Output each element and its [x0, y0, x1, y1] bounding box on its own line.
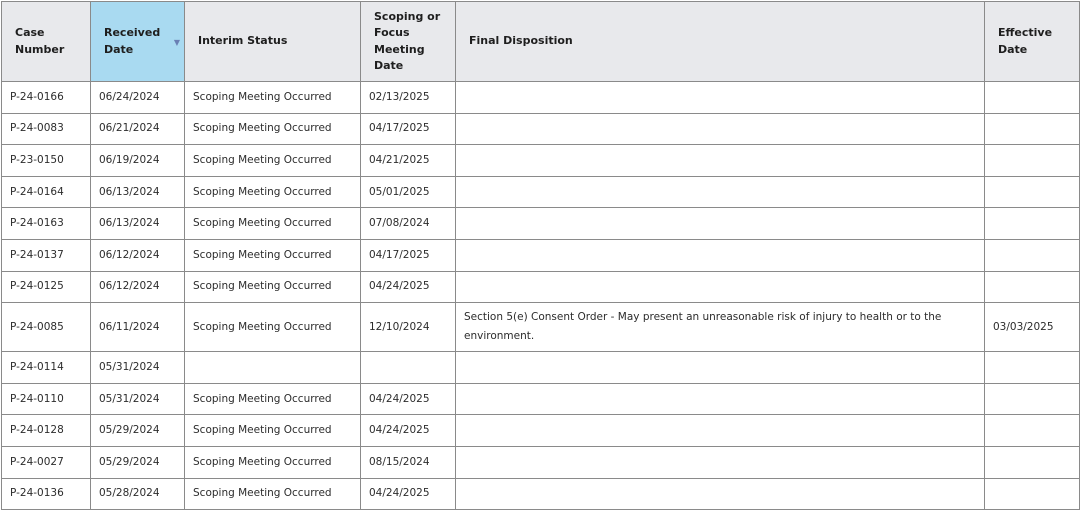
table-row [2, 271, 1080, 303]
table-row [2, 113, 1080, 145]
case-number-cell: P-24-0085 [2, 303, 91, 352]
table-row [2, 352, 1080, 384]
final-disposition-cell [456, 271, 985, 303]
effective-date-cell [985, 208, 1080, 240]
meeting-date-cell: 08/15/2024 [361, 446, 456, 478]
interim-status-cell: Scoping Meeting Occurred [185, 145, 361, 177]
case-number-cell: P-24-0125 [2, 271, 91, 303]
received-date-cell: 05/31/2024 [91, 352, 185, 384]
received-date-cell: 06/19/2024 [91, 145, 185, 177]
meeting-date-cell: 04/24/2025 [361, 271, 456, 303]
interim-status-cell: Scoping Meeting Occurred [185, 176, 361, 208]
case-number-cell: P-24-0027 [2, 446, 91, 478]
received-date-cell: 05/28/2024 [91, 478, 185, 510]
final-disposition-text: Section 5(e) Consent Order - May present an unreasonable risk of injury to health or to the environment. [464, 311, 942, 343]
interim-status-cell: Scoping Meeting Occurred [185, 478, 361, 510]
interim-status-cell: Scoping Meeting Occurred [185, 239, 361, 271]
meeting-date-cell: 04/21/2025 [361, 145, 456, 177]
effective-date-cell [985, 239, 1080, 271]
table-row [2, 478, 1080, 510]
table-row [2, 239, 1080, 271]
meeting-date-cell: 04/24/2025 [361, 383, 456, 415]
effective-date-cell [985, 352, 1080, 384]
table-row [2, 303, 1080, 352]
case-number-cell: P-24-0114 [2, 352, 91, 384]
meeting-date-cell: 02/13/2025 [361, 82, 456, 114]
interim-status-cell: Scoping Meeting Occurred [185, 383, 361, 415]
interim-status-cell: Scoping Meeting Occurred [185, 303, 361, 352]
case-number-cell: P-24-0110 [2, 383, 91, 415]
meeting-date-cell: 04/24/2025 [361, 478, 456, 510]
final-disposition-cell [456, 82, 985, 114]
received-date-cell: 06/13/2024 [91, 176, 185, 208]
meeting-date-cell: 05/01/2025 [361, 176, 456, 208]
effective-date-cell [985, 145, 1080, 177]
received-date-cell: 05/29/2024 [91, 446, 185, 478]
interim-status-cell: Scoping Meeting Occurred [185, 208, 361, 240]
table-row [2, 415, 1080, 447]
final-disposition-cell [456, 478, 985, 510]
effective-date-cell [985, 478, 1080, 510]
sort-descending-icon: ▼ [173, 38, 180, 47]
received-date-cell: 06/24/2024 [91, 82, 185, 114]
table-row [2, 208, 1080, 240]
effective-date-cell [985, 176, 1080, 208]
column-header-received-date[interactable]: Received Date ▼ [91, 2, 185, 82]
final-disposition-cell [456, 239, 985, 271]
interim-status-cell: Scoping Meeting Occurred [185, 271, 361, 303]
final-disposition-cell [456, 303, 985, 352]
case-number-cell: P-24-0163 [2, 208, 91, 240]
meeting-date-cell: 04/17/2025 [361, 113, 456, 145]
final-disposition-cell [456, 176, 985, 208]
case-number-cell: P-23-0150 [2, 145, 91, 177]
case-table [1, 1, 1080, 510]
meeting-date-cell: 04/17/2025 [361, 239, 456, 271]
interim-status-cell: Scoping Meeting Occurred [185, 113, 361, 145]
case-number-cell: P-24-0128 [2, 415, 91, 447]
received-date-cell: 06/12/2024 [91, 271, 185, 303]
case-number-cell: P-24-0136 [2, 478, 91, 510]
received-date-cell: 06/21/2024 [91, 113, 185, 145]
case-number-cell: P-24-0083 [2, 113, 91, 145]
received-date-cell: 06/11/2024 [91, 303, 185, 352]
final-disposition-cell [456, 145, 985, 177]
meeting-date-cell: 12/10/2024 [361, 303, 456, 352]
interim-status-cell: Scoping Meeting Occurred [185, 82, 361, 114]
received-date-cell: 05/29/2024 [91, 415, 185, 447]
table-row [2, 145, 1080, 177]
final-disposition-cell [456, 352, 985, 384]
effective-date-cell [985, 415, 1080, 447]
header-row [2, 2, 1080, 82]
table-row [2, 446, 1080, 478]
interim-status-cell: Scoping Meeting Occurred [185, 446, 361, 478]
received-date-cell: 06/12/2024 [91, 239, 185, 271]
final-disposition-cell [456, 383, 985, 415]
final-disposition-cell [456, 208, 985, 240]
effective-date-cell [985, 271, 1080, 303]
effective-date-cell: 03/03/2025 [985, 303, 1080, 352]
column-header-final-disposition[interactable]: Final Disposition [456, 2, 985, 82]
meeting-date-cell: 04/24/2025 [361, 415, 456, 447]
final-disposition-cell [456, 415, 985, 447]
final-disposition-cell [456, 113, 985, 145]
case-number-cell: P-24-0166 [2, 82, 91, 114]
column-header-case-number[interactable]: Case Number [2, 2, 91, 82]
meeting-date-cell: 07/08/2024 [361, 208, 456, 240]
effective-date-cell [985, 113, 1080, 145]
effective-date-cell [985, 446, 1080, 478]
table-row [2, 383, 1080, 415]
column-header-interim-status[interactable]: Interim Status [185, 2, 361, 82]
table-row [2, 82, 1080, 114]
column-header-meeting-date[interactable]: Scoping or Focus Meeting Date [361, 2, 456, 82]
meeting-date-cell [361, 352, 456, 384]
column-header-effective-date[interactable]: Effective Date [985, 2, 1080, 82]
received-date-cell: 06/13/2024 [91, 208, 185, 240]
interim-status-cell: Scoping Meeting Occurred [185, 415, 361, 447]
table-row [2, 176, 1080, 208]
effective-date-cell [985, 383, 1080, 415]
case-number-cell: P-24-0164 [2, 176, 91, 208]
case-number-cell: P-24-0137 [2, 239, 91, 271]
effective-date-cell [985, 82, 1080, 114]
interim-status-cell [185, 352, 361, 384]
final-disposition-cell [456, 446, 985, 478]
received-date-cell: 05/31/2024 [91, 383, 185, 415]
